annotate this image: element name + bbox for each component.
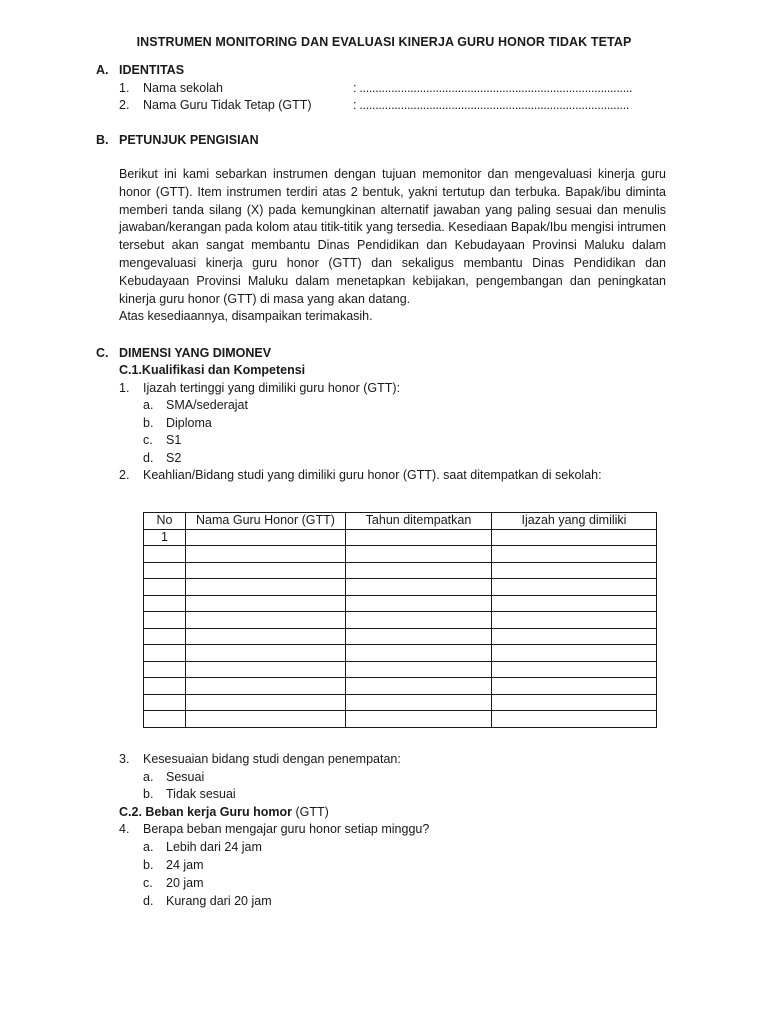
table-cell[interactable] xyxy=(492,694,657,711)
option-q1-d[interactable] xyxy=(143,451,181,465)
section-b-heading xyxy=(96,133,259,147)
option-letter: c. xyxy=(143,876,153,890)
column-header-ijazah: Ijazah yang dimiliki xyxy=(492,513,657,530)
field-fill-line[interactable]: : ..................................................................................... xyxy=(353,98,630,112)
table-row xyxy=(144,595,657,612)
table-row xyxy=(144,612,657,629)
option-letter: d. xyxy=(143,451,154,465)
table-cell[interactable] xyxy=(144,546,186,563)
table-cell[interactable] xyxy=(346,529,492,546)
section-b-title: PETUNJUK PENGISIAN xyxy=(119,133,259,147)
table-cell[interactable] xyxy=(346,694,492,711)
table-cell[interactable] xyxy=(492,678,657,695)
document-title: INSTRUMEN MONITORING DAN EVALUASI KINERJA GURU HONOR TIDAK TETAP xyxy=(136,35,632,49)
section-a-title: IDENTITAS xyxy=(119,63,185,77)
table-row xyxy=(144,694,657,711)
table-cell[interactable] xyxy=(346,645,492,662)
field-number: 1. xyxy=(119,81,130,95)
option-text: 24 jam xyxy=(166,858,204,872)
table-cell[interactable] xyxy=(346,595,492,612)
table-cell[interactable] xyxy=(186,645,346,662)
question-text: Berapa beban mengajar guru honor setiap minggu? xyxy=(143,822,430,836)
table-cell[interactable] xyxy=(144,678,186,695)
section-c-heading xyxy=(96,346,271,360)
table-cell[interactable] xyxy=(186,628,346,645)
table-header-row xyxy=(144,513,657,530)
table-cell[interactable] xyxy=(186,546,346,563)
field-nama-sekolah xyxy=(119,81,632,95)
table-cell[interactable] xyxy=(492,562,657,579)
option-text: 20 jam xyxy=(166,876,204,890)
question-3 xyxy=(119,752,401,766)
question-2 xyxy=(119,468,602,482)
table-cell[interactable] xyxy=(186,562,346,579)
table-cell[interactable] xyxy=(186,694,346,711)
table-cell[interactable] xyxy=(492,711,657,728)
instructions-text: Berikut ini kami sebarkan instrumen dengan tujuan memonitor dan mengevaluasi kinerja guru honor (GTT). Item instrumen terdiri atas 2 bentuk, yakni tertutup dan terbuka. Bapak/ibu diminta memberi tanda silang (X) pada kemungkinan alternatif jawaban yang paling sesuai dan menulis jawaban/kerangan pada kolom atau titik-titik yang tersedia. Kesediaan Bapak/Ibu mengisi intrumen tersebut akan sangat membantu Dinas Pendidikan dan Kebudayaan Provinsi Maluku dalam mengevaluasi kinerja guru honor (GTT) dan sekaligus membantu Dinas Pendidikan dan Kebudayaan Provinsi Maluku dalam menetapkan kebijakan, pengembangan dan peningkatan kinerja guru honor (GTT) di masa yang akan datang. xyxy=(119,167,666,306)
question-1 xyxy=(119,381,400,395)
subsection-c2-suffix: (GTT) xyxy=(291,805,329,819)
table-cell[interactable] xyxy=(186,678,346,695)
field-label: Nama Guru Tidak Tetap (GTT) xyxy=(143,98,312,112)
table-row xyxy=(144,628,657,645)
table-cell[interactable] xyxy=(186,661,346,678)
table-cell[interactable] xyxy=(186,579,346,596)
table-cell[interactable] xyxy=(144,579,186,596)
question-number: 4. xyxy=(119,822,130,836)
subsection-c2-heading xyxy=(119,805,329,819)
question-text: Kesesuaian bidang studi dengan penempatan: xyxy=(143,752,401,766)
option-q3-a[interactable] xyxy=(143,770,204,784)
option-q1-a[interactable] xyxy=(143,398,248,412)
table-cell[interactable] xyxy=(492,661,657,678)
option-text: Sesuai xyxy=(166,770,205,784)
option-text: Lebih dari 24 jam xyxy=(166,840,262,854)
option-text: Tidak sesuai xyxy=(166,787,236,801)
table-cell[interactable] xyxy=(144,595,186,612)
table-row xyxy=(144,711,657,728)
table-row xyxy=(144,678,657,695)
option-text: Diploma xyxy=(166,416,212,430)
option-q1-b[interactable] xyxy=(143,416,212,430)
option-letter: a. xyxy=(143,398,154,412)
table-cell[interactable] xyxy=(346,678,492,695)
table-cell[interactable] xyxy=(492,579,657,596)
table-cell[interactable] xyxy=(492,595,657,612)
field-number: 2. xyxy=(119,98,130,112)
field-nama-guru xyxy=(119,98,629,112)
table-row xyxy=(144,562,657,579)
table-cell[interactable] xyxy=(492,628,657,645)
question-number: 3. xyxy=(119,752,130,766)
option-text: S2 xyxy=(166,451,182,465)
option-letter: c. xyxy=(143,433,153,447)
table-cell[interactable] xyxy=(144,694,186,711)
table-cell[interactable] xyxy=(144,645,186,662)
table-cell[interactable] xyxy=(186,711,346,728)
table-cell[interactable] xyxy=(144,711,186,728)
table-row xyxy=(144,546,657,563)
section-a-heading xyxy=(96,63,184,77)
subsection-c1-heading: C.1.Kualifikasi dan Kompetensi xyxy=(119,363,306,377)
column-header-tahun: Tahun ditempatkan xyxy=(346,513,492,530)
instructions-paragraph xyxy=(119,166,666,326)
section-b-letter: B. xyxy=(96,133,109,147)
table-cell[interactable] xyxy=(144,612,186,629)
subsection-c2-title: C.2. Beban kerja Guru homor xyxy=(119,805,292,819)
table-cell[interactable] xyxy=(346,711,492,728)
table-cell[interactable] xyxy=(492,612,657,629)
option-q4-c[interactable] xyxy=(143,876,204,890)
question-4 xyxy=(119,822,429,836)
field-fill-line[interactable]: : ...................................................................................... xyxy=(353,81,633,95)
table-cell[interactable] xyxy=(144,562,186,579)
table-cell[interactable] xyxy=(346,661,492,678)
table-cell[interactable] xyxy=(492,645,657,662)
table-cell[interactable] xyxy=(186,529,346,546)
question-number: 1. xyxy=(119,381,130,395)
table-cell[interactable] xyxy=(346,546,492,563)
section-c-title: DIMENSI YANG DIMONEV xyxy=(119,346,272,360)
option-letter: d. xyxy=(143,894,154,908)
option-letter: a. xyxy=(143,840,154,854)
instructions-closing: Atas kesediaannya, disampaikan terimakasih. xyxy=(119,309,373,324)
option-letter: a. xyxy=(143,770,154,784)
section-c-letter: C. xyxy=(96,346,109,360)
option-q4-d[interactable] xyxy=(143,894,272,908)
question-text: Ijazah tertinggi yang dimiliki guru honor (GTT): xyxy=(143,381,401,395)
option-q4-a[interactable] xyxy=(143,840,262,854)
option-letter: b. xyxy=(143,787,154,801)
table-row xyxy=(144,529,657,546)
option-q4-b[interactable] xyxy=(143,858,204,872)
field-label: Nama sekolah xyxy=(143,81,223,95)
table-cell[interactable] xyxy=(346,579,492,596)
column-header-nama: Nama Guru Honor (GTT) xyxy=(186,513,346,530)
section-a-letter: A. xyxy=(96,63,109,77)
question-number: 2. xyxy=(119,468,130,482)
table-row xyxy=(144,579,657,596)
table-cell[interactable] xyxy=(186,612,346,629)
option-letter: b. xyxy=(143,858,154,872)
question-text: Keahlian/Bidang studi yang dimiliki guru honor (GTT). saat ditempatkan di sekolah: xyxy=(143,468,602,482)
option-q3-b[interactable] xyxy=(143,787,236,801)
column-header-no: No xyxy=(144,513,186,530)
table-cell[interactable] xyxy=(144,661,186,678)
option-letter: b. xyxy=(143,416,154,430)
table-cell[interactable] xyxy=(346,562,492,579)
teacher-table xyxy=(143,512,657,728)
table-cell[interactable] xyxy=(492,546,657,563)
table-row xyxy=(144,645,657,662)
option-text: Kurang dari 20 jam xyxy=(166,894,272,908)
option-text: SMA/sederajat xyxy=(166,398,248,412)
table-cell[interactable] xyxy=(492,529,657,546)
option-text: S1 xyxy=(166,433,182,447)
table-cell[interactable] xyxy=(186,595,346,612)
table-cell[interactable] xyxy=(144,628,186,645)
table-cell[interactable] xyxy=(346,628,492,645)
table-cell[interactable] xyxy=(346,612,492,629)
option-q1-c[interactable] xyxy=(143,433,181,447)
table-cell-no: 1 xyxy=(144,529,186,546)
table-row xyxy=(144,661,657,678)
